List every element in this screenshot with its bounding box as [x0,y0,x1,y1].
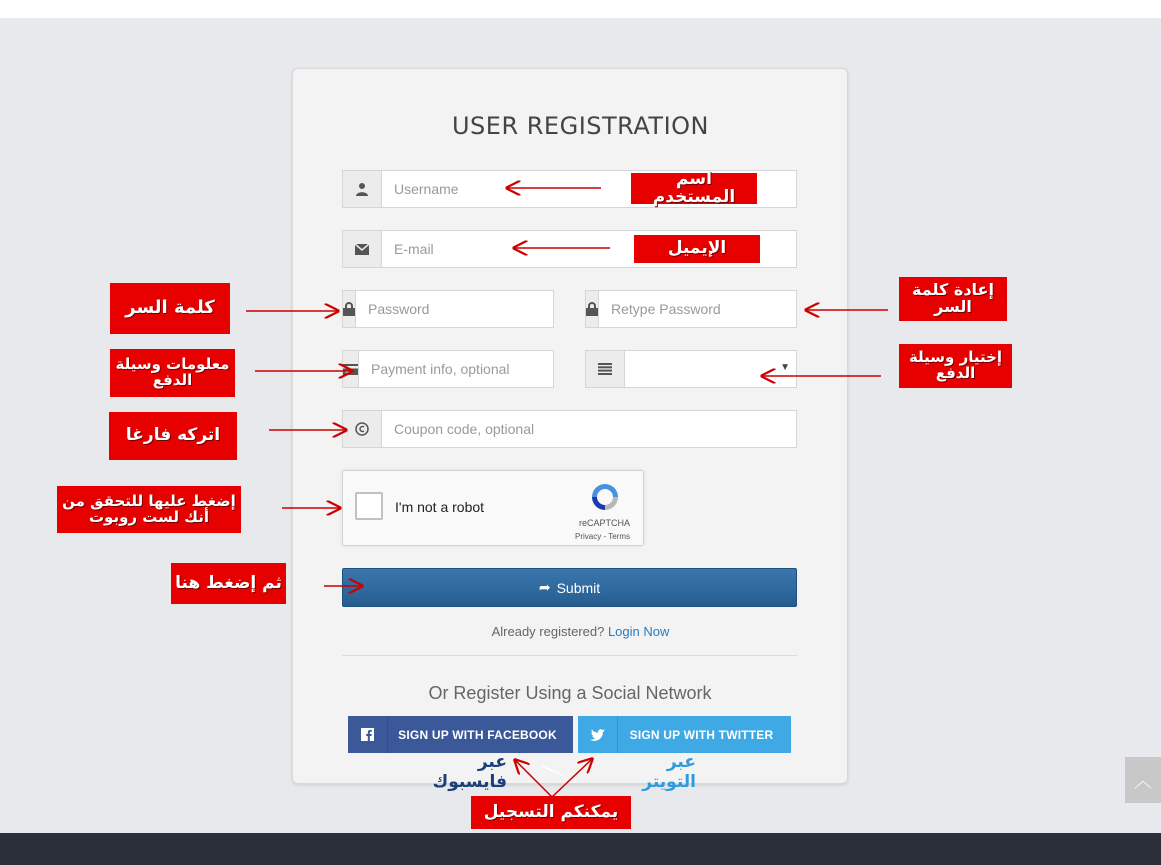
scroll-to-top-button[interactable] [1125,757,1161,803]
annotation-via-twitter: عبر التويتر [642,752,696,792]
credit-card-icon [343,351,359,387]
lock-icon [343,291,356,327]
annotation-coupon: اتركه فارغا [109,412,237,460]
payment-info-field [342,350,554,388]
footer [0,833,1161,865]
top-bar [0,0,1161,18]
coupon-field [342,410,797,448]
recaptcha-terms-link[interactable]: Privacy - Terms [575,532,630,541]
annotation-password: كلمة السر [110,283,230,334]
annotation-username: اسم المستخدم [631,173,757,204]
recaptcha-label: I'm not a robot [395,499,485,515]
divider [342,655,797,656]
annotation-submit: ثم إضغط هنا [171,563,286,604]
recaptcha-widget [342,470,644,546]
social-title: Or Register Using a Social Network [428,683,712,703]
already-registered-text [0,624,1161,639]
submit-label: Submit [556,579,601,596]
annotation-can-register: يمكنكم التسجيل [471,796,631,829]
list-icon [586,351,625,387]
recaptcha-brand: reCAPTCHA [578,518,630,528]
coupon-input[interactable] [382,411,796,447]
submit-button[interactable] [342,568,797,607]
lock-icon [586,291,599,327]
annotation-via-facebook: عبر فايسبوك [432,752,507,792]
retype-password-field [585,290,797,328]
facebook-signup-label: SIGN UP WITH FACEBOOK [398,727,557,742]
annotation-email: الإيميل [634,235,760,263]
twitter-signup-button[interactable] [578,716,791,753]
share-arrow-icon: ➦ [538,579,551,595]
annotation-payment-method: إختيار وسيلة الدفع [899,344,1012,388]
password-field [342,290,554,328]
payment-method-field [585,350,797,388]
payment-info-input[interactable] [359,351,564,387]
recaptcha-logo-icon [589,481,621,513]
annotation-retype-password: إعادة كلمة السر [899,277,1007,321]
password-input[interactable] [356,291,561,327]
facebook-signup-button[interactable] [348,716,573,753]
copyright-icon [343,411,382,447]
twitter-signup-label: SIGN UP WITH TWITTER [629,727,774,742]
recaptcha-checkbox[interactable] [355,492,383,520]
already-registered-label: Already registered? [491,624,605,639]
envelope-icon [343,231,382,267]
user-icon [343,171,382,207]
annotation-payment-info: معلومات وسيلة الدفع [110,349,235,397]
twitter-icon [578,716,618,753]
retype-password-input[interactable] [599,291,804,327]
login-now-link[interactable]: Login Now [607,624,670,639]
annotation-captcha: إضغط عليها للتحقق من أنك لست روبوت [57,486,241,533]
page-title: USER REGISTRATION [451,112,710,140]
chevron-up-icon: ︿ [1134,771,1152,791]
facebook-icon [348,716,388,753]
payment-method-select[interactable] [625,351,796,387]
caret-down-icon: ▼ [780,362,790,373]
